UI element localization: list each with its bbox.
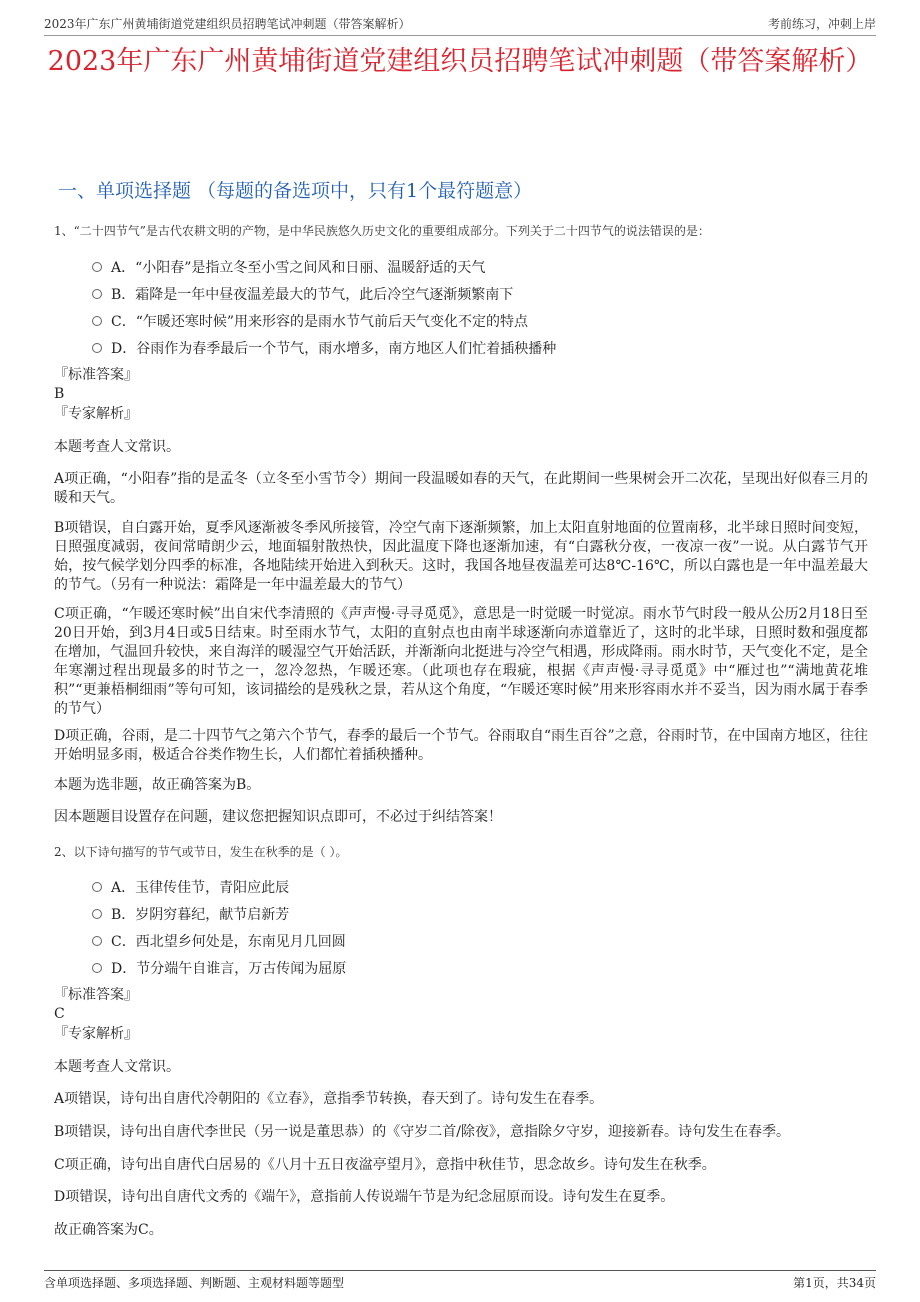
page-header (44, 10, 876, 36)
page-number: 第1页，共34页 (793, 1276, 876, 1290)
question-1-option-b[interactable] (92, 280, 556, 307)
question-2-option-a[interactable] (92, 873, 346, 900)
question-1-analysis-label: 『专家解析』 (54, 406, 138, 422)
question-1-analysis-b: B项错误，自白露开始，夏季风逐渐被冬季风所接管，冷空气南下逐渐频繁，加上太阳直射地面的位置南移，北半球日照时间变短，日照强度减弱，夜间常晴朗少云，地面辐射散热快，因此温度下降也逐渐加速，有“白露秋分夜，一夜凉一夜”一说。从白露节气开始，按气候学划分四季的标准，各地陆续开始进入到秋天。这时，我国各地昼夜温差可达8℃-16℃，所以白露也是一年中温差最大的节气。（另有一种说法：霜降是一年中温差最大的节气） (54, 520, 868, 593)
page-title: 2023年广东广州黄埔街道党建组织员招聘笔试冲刺题（带答案解析） (47, 46, 873, 77)
question-2-conclusion: 故正确答案为C。 (54, 1222, 163, 1238)
option-label: B．岁阴穷暮纪，献节启新芳 (111, 906, 290, 923)
question-1-stem: 1、“二十四节气”是古代农耕文明的产物，是中华民族悠久历史文化的重要组成部分。下列关于二十四节气的说法错误的是： (54, 224, 710, 238)
footer-question-types: 含单项选择题、多项选择题、判断题、主观材料题等题型 (44, 1276, 345, 1290)
question-1-analysis-intro: 本题考查人文常识。 (54, 439, 180, 455)
option-label: A．“小阳春”是指立冬至小雪之间风和日丽、温暖舒适的天气 (111, 259, 486, 276)
option-label: D．节分端午自谁言，万古传闻为屈原 (111, 960, 347, 977)
radio-button-icon[interactable] (92, 289, 102, 299)
question-1-answer: B (54, 386, 65, 402)
radio-button-icon[interactable] (92, 316, 102, 326)
question-1-option-a[interactable] (92, 253, 556, 280)
question-1-option-d[interactable] (92, 334, 556, 361)
question-2-analysis-b: B项错误，诗句出自唐代李世民（另一说是董思恭）的《守岁二首/除夜》，意指除夕守岁，迎接新春。诗句发生在春季。 (54, 1124, 791, 1140)
question-1-conclusion: 本题为选非题，故正确答案为B。 (54, 777, 261, 793)
question-2-answer: C (54, 1006, 65, 1022)
page-footer (44, 1270, 876, 1292)
question-2-option-c[interactable] (92, 927, 346, 954)
question-2-analysis-label: 『专家解析』 (54, 1026, 138, 1042)
question-2-stem: 2、以下诗句描写的节气或节日，发生在秋季的是（ ）。 (54, 845, 348, 859)
radio-button-icon[interactable] (92, 882, 102, 892)
question-2-option-d[interactable] (92, 954, 346, 981)
radio-button-icon[interactable] (92, 963, 102, 973)
question-1-answer-label: 『标准答案』 (54, 367, 138, 383)
question-1-analysis-d: D项正确，谷雨，是二十四节气之第六个节气，春季的最后一个节气。谷雨取自“雨生百谷”之意，谷雨时节，在中国南方地区，往往开始明显多雨，极适合谷类作物生长，人们都忙着插秧播种。 (54, 728, 868, 763)
question-2-analysis-d: D项错误，诗句出自唐代文秀的《端午》，意指前人传说端午节是为纪念屈原而设。诗句发生在夏季。 (54, 1189, 675, 1205)
question-1-analysis-c: C项正确，“乍暖还寒时候”出自宋代李清照的《声声慢·寻寻觅觅》，意思是一时觉暖一时觉凉。雨水节气时段一般从公历2月18日至20日开始，到3月4日或5日结束。时至雨水节气，太阳的直射点也由南半球逐渐向赤道靠近了，这时的北半球，日照时数和强度都在增加，气温回升较快，来自海洋的暖湿空气开始活跃，并渐渐向北挺进与冷空气相遇，形成降雨。雨水时节，天气变化不定，是全年寒潮过程出现最多的时节之一，忽冷忽热，乍暖还寒。（此项也存在瑕疵，根据《声声慢·寻寻觅觅》中“雁过也”“满地黄花堆积”“更兼梧桐细雨”等句可知，该词描绘的是残秋之景，若从这个角度，“乍暖还寒时候”用来形容雨水并不妥当，因为雨水属于春季的节气） (54, 606, 868, 717)
header-slogan: 考前练习，冲刺上岸 (767, 17, 876, 31)
radio-button-icon[interactable] (92, 343, 102, 353)
question-1-option-c[interactable] (92, 307, 556, 334)
radio-button-icon[interactable] (92, 262, 102, 272)
section-heading: 一、单项选择题 （每题的备选项中，只有1个最符题意） (58, 180, 533, 202)
question-1-options (92, 253, 556, 361)
question-2-analysis-a: A项错误，诗句出自唐代冷朝阳的《立春》，意指季节转换，春天到了。诗句发生在春季。 (54, 1091, 604, 1107)
header-doc-title: 2023年广东广州黄埔街道党建组织员招聘笔试冲刺题（带答案解析） (44, 17, 411, 31)
option-label: C．西北望乡何处是，东南见月几回圆 (111, 933, 346, 950)
radio-button-icon[interactable] (92, 936, 102, 946)
option-label: D．谷雨作为春季最后一个节气，雨水增多，南方地区人们忙着插秧播种 (111, 340, 557, 357)
option-label: A．玉律传佳节，青阳应此辰 (111, 879, 290, 896)
question-2-option-b[interactable] (92, 900, 346, 927)
question-2-answer-label: 『标准答案』 (54, 987, 138, 1003)
radio-button-icon[interactable] (92, 909, 102, 919)
question-2-analysis-intro: 本题考查人文常识。 (54, 1059, 180, 1075)
question-1-analysis-a: A项正确，“小阳春”指的是孟冬（立冬至小雪节令）期间一段温暖如春的天气，在此期间一些果树会开二次花，呈现出好似春三月的暖和天气。 (54, 471, 868, 506)
question-2-options (92, 873, 346, 981)
option-label: C．“乍暖还寒时候”用来形容的是雨水节气前后天气变化不定的特点 (111, 313, 529, 330)
question-2-analysis-c: C项正确，诗句出自唐代白居易的《八月十五日夜湓亭望月》，意指中秋佳节，思念故乡。诗句发生在秋季。 (54, 1157, 716, 1173)
option-label: B．霜降是一年中昼夜温差最大的节气，此后冷空气逐渐频繁南下 (111, 286, 514, 303)
question-1-note: 因本题题目设置存在问题，建议您把握知识点即可，不必过于纠结答案！ (54, 809, 502, 825)
